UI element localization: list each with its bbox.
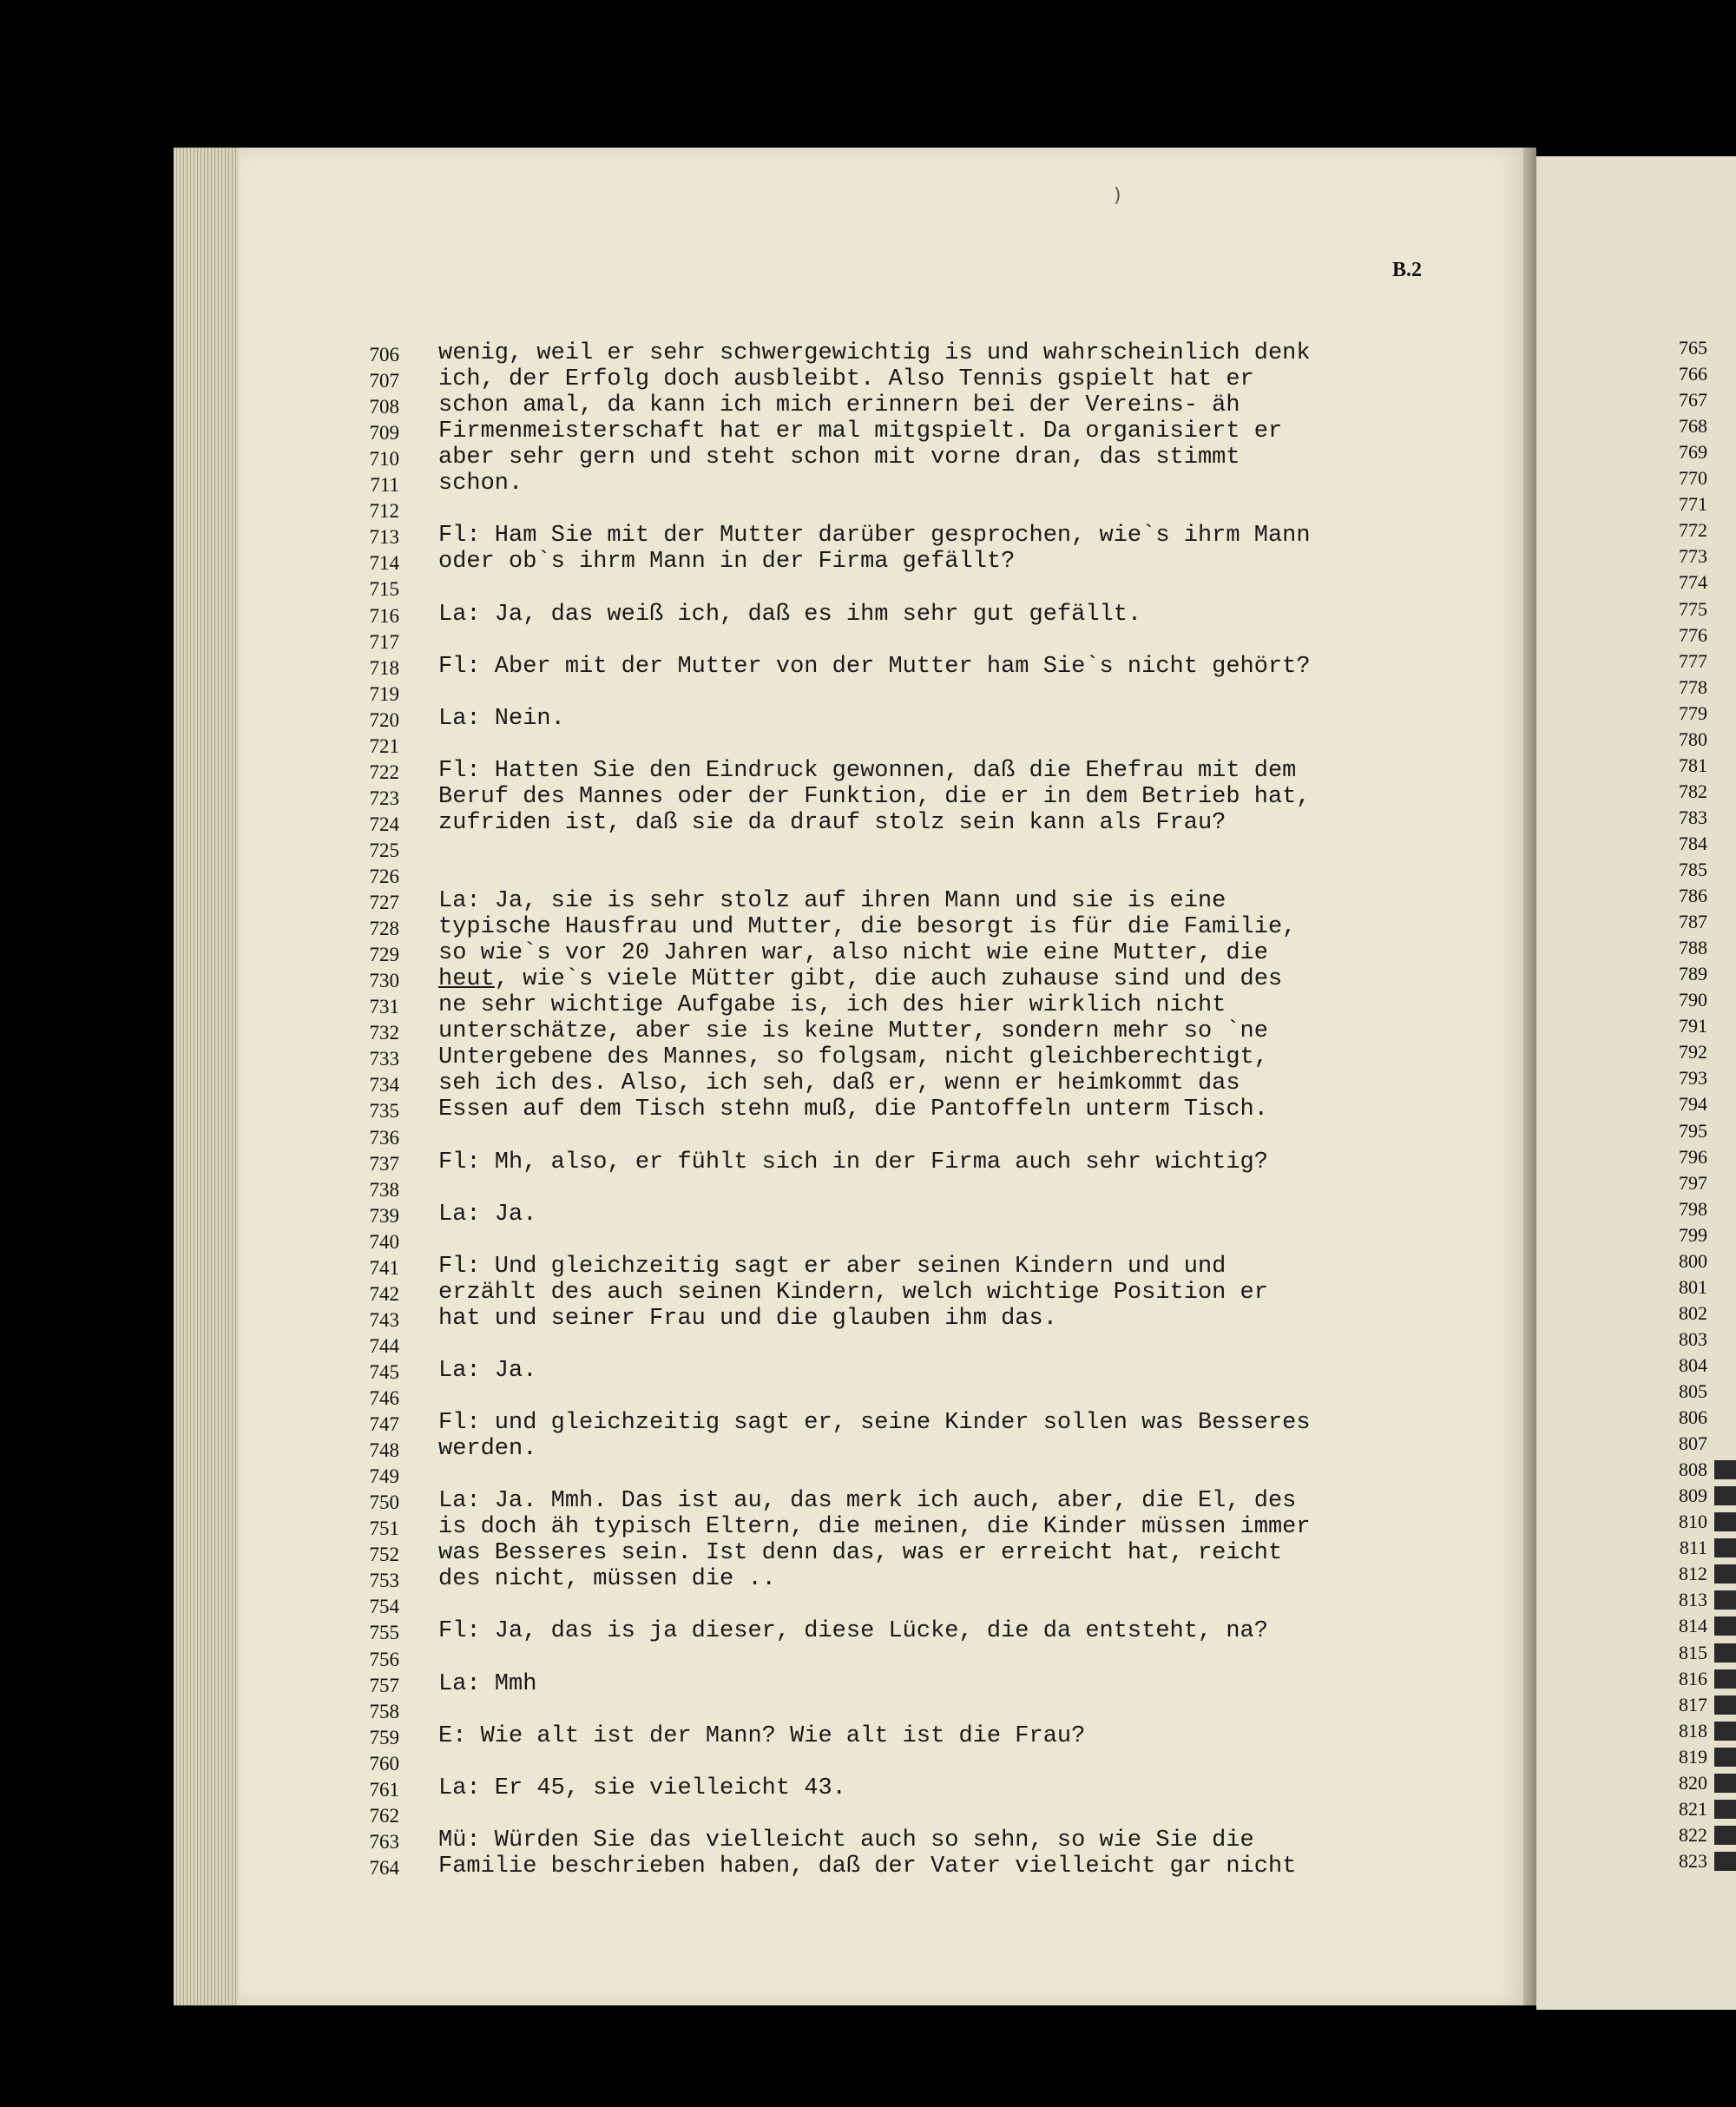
- next-page-line-number: 785: [1679, 859, 1707, 880]
- line-number: 722: [369, 761, 399, 783]
- next-page-line-number: 797: [1679, 1172, 1707, 1194]
- next-page-line-number: 784: [1679, 833, 1707, 854]
- transcript-line: wenig, weil er sehr schwergewichtig is und wahrscheinlich denk: [438, 340, 1311, 366]
- next-page-text-edge: [1714, 1564, 1736, 1584]
- next-page-line-number: 774: [1679, 571, 1707, 593]
- next-page-text-edge: [1714, 1722, 1736, 1741]
- line-number: 736: [369, 1127, 399, 1149]
- next-page-line-number: 770: [1679, 467, 1707, 489]
- transcript-line: oder ob`s ihrm Mann in der Firma gefällt?: [438, 549, 1016, 575]
- line-number: 728: [369, 918, 399, 939]
- transcript-line: unterschätze, aber sie is keine Mutter, sondern mehr so `ne: [438, 1018, 1268, 1044]
- line-number: 742: [369, 1283, 399, 1305]
- next-page-line-number: 771: [1679, 493, 1707, 515]
- next-page-line-number: 800: [1679, 1250, 1707, 1272]
- next-page-text-edge: [1714, 1643, 1736, 1663]
- transcript-line: des nicht, müssen die ..: [438, 1566, 776, 1592]
- underlined-word: heut: [438, 966, 495, 992]
- transcript-line: La: Ja.: [438, 1358, 537, 1384]
- line-number: 706: [369, 344, 399, 365]
- next-page-line-number: 820: [1679, 1772, 1707, 1794]
- next-page-line-number: 788: [1679, 937, 1707, 958]
- next-page-line-number: 815: [1679, 1642, 1707, 1663]
- transcript-line: ich, der Erfolg doch ausbleibt. Also Tennis gspielt hat er: [438, 366, 1254, 392]
- line-number: 708: [369, 396, 399, 418]
- transcript-line: Fl: Ham Sie mit der Mutter darüber gesprochen, wie`s ihrm Mann: [438, 523, 1311, 549]
- transcript-line: La: Mmh: [438, 1671, 537, 1697]
- next-page-line-number: 790: [1679, 989, 1707, 1011]
- line-number: 717: [369, 631, 399, 653]
- transcript-line: erzählt des auch seinen Kindern, welch wichtige Position er: [438, 1280, 1268, 1306]
- line-number: 729: [369, 944, 399, 965]
- next-page-line-number: 811: [1679, 1537, 1707, 1558]
- next-page-line-number: 794: [1679, 1093, 1707, 1115]
- line-number: 710: [369, 448, 399, 470]
- line-number: 745: [369, 1361, 399, 1383]
- transcript-line: La: Ja. Mmh. Das ist au, das merk ich auch, aber, die El, des: [438, 1488, 1297, 1514]
- line-number: 709: [369, 422, 399, 444]
- next-page-line-number: 793: [1679, 1067, 1707, 1089]
- transcript-line: Essen auf dem Tisch stehn muß, die Pantoffeln unterm Tisch.: [438, 1096, 1268, 1123]
- line-number: 724: [369, 813, 399, 835]
- next-page-line-number: 778: [1679, 676, 1707, 698]
- transcript-line: ne sehr wichtige Aufgabe is, ich des hier wirklich nicht: [438, 992, 1226, 1018]
- next-page-line-number: 772: [1679, 519, 1707, 541]
- line-number: 719: [369, 683, 399, 705]
- line-number: 746: [369, 1387, 399, 1409]
- next-page-line-number: 809: [1679, 1485, 1707, 1506]
- transcript-line: was Besseres sein. Ist denn das, was er erreicht hat, reicht: [438, 1540, 1283, 1566]
- transcript-line: Fl: Mh, also, er fühlt sich in der Firma auch sehr wichtig?: [438, 1149, 1268, 1175]
- line-number: 750: [369, 1491, 399, 1513]
- line-number: 754: [369, 1596, 399, 1617]
- section-label: B.2: [1392, 259, 1423, 281]
- line-number: 711: [370, 474, 399, 496]
- page-edges: [174, 148, 243, 2005]
- line-number: 733: [369, 1048, 399, 1070]
- line-number: 759: [369, 1727, 399, 1748]
- transcript-line: Beruf des Mannes oder der Funktion, die er in dem Betrieb hat,: [438, 784, 1311, 810]
- line-number: 721: [369, 735, 399, 757]
- line-number: 760: [369, 1753, 399, 1774]
- next-page-text-edge: [1714, 1590, 1736, 1610]
- next-page-line-number: 791: [1679, 1015, 1707, 1037]
- line-number: 707: [369, 370, 399, 392]
- next-page-line-number: 819: [1679, 1746, 1707, 1768]
- transcript-line: Fl: Und gleichzeitig sagt er aber seinen Kindern und und: [438, 1254, 1226, 1280]
- transcript-line: is doch äh typisch Eltern, die meinen, die Kinder müssen immer: [438, 1514, 1311, 1540]
- transcript-line: Fl: Ja, das is ja dieser, diese Lücke, die da entsteht, na?: [438, 1618, 1268, 1644]
- line-number: 715: [369, 578, 399, 600]
- next-page-text-edge: [1714, 1852, 1736, 1871]
- next-page-text-edge: [1714, 1748, 1736, 1767]
- transcript-line: Fl: Hatten Sie den Eindruck gewonnen, daß die Ehefrau mit dem: [438, 758, 1297, 784]
- transcript-line: heut, wie`s viele Mütter gibt, die auch zuhause sind und des: [438, 966, 1283, 992]
- next-page-line-number: 795: [1679, 1120, 1707, 1142]
- transcript-line: hat und seiner Frau und die glauben ihm das.: [438, 1306, 1057, 1332]
- line-number: 737: [369, 1153, 399, 1175]
- transcript-line: schon amal, da kann ich mich erinnern bei der Vereins- äh: [438, 392, 1240, 418]
- book-gutter: [1523, 148, 1536, 2005]
- next-page-line-number: 801: [1679, 1276, 1707, 1298]
- next-page-line-number: 782: [1679, 780, 1707, 802]
- next-page: [1536, 156, 1736, 2010]
- next-page-text-edge: [1714, 1826, 1736, 1845]
- line-number: 758: [369, 1701, 399, 1722]
- transcript-line: Mü: Würden Sie das vielleicht auch so sehn, so wie Sie die: [438, 1827, 1254, 1854]
- transcript-line: La: Ja.: [438, 1202, 537, 1228]
- transcript-line: Fl: Aber mit der Mutter von der Mutter ham Sie`s nicht gehört?: [438, 654, 1311, 680]
- transcript-line: Untergebene des Mannes, so folgsam, nicht gleichberechtigt,: [438, 1044, 1268, 1070]
- next-page-line-number: 812: [1679, 1563, 1707, 1584]
- line-number: 764: [369, 1857, 399, 1879]
- next-page-line-number: 765: [1679, 337, 1707, 359]
- next-page-text-edge: [1714, 1538, 1736, 1557]
- next-page-line-number: 806: [1679, 1406, 1707, 1428]
- line-number: 740: [369, 1231, 399, 1253]
- line-number: 752: [369, 1544, 399, 1565]
- next-page-line-number: 767: [1679, 389, 1707, 411]
- next-page-text-edge: [1714, 1774, 1736, 1793]
- transcript-line: zufriden ist, daß sie da drauf stolz sein kann als Frau?: [438, 810, 1226, 836]
- next-page-line-number: 766: [1679, 363, 1707, 385]
- next-page-line-number: 789: [1679, 963, 1707, 984]
- next-page-line-number: 821: [1679, 1798, 1707, 1820]
- next-page-line-number: 816: [1679, 1668, 1707, 1689]
- next-page-line-number: 777: [1679, 650, 1707, 672]
- line-number: 738: [369, 1179, 399, 1201]
- transcript-line: so wie`s vor 20 Jahren war, also nicht wie eine Mutter, die: [438, 940, 1268, 966]
- line-number: 761: [369, 1779, 399, 1801]
- transcript-line: La: Er 45, sie vielleicht 43.: [438, 1775, 846, 1801]
- line-number: 755: [369, 1622, 399, 1643]
- transcript-line: seh ich des. Also, ich seh, daß er, wenn er heimkommt das: [438, 1070, 1240, 1096]
- line-number: 713: [369, 526, 399, 548]
- transcript-line: Fl: und gleichzeitig sagt er, seine Kinder sollen was Besseres: [438, 1410, 1311, 1436]
- transcript-line: schon.: [438, 471, 523, 497]
- next-page-line-number: 775: [1679, 598, 1707, 620]
- next-page-line-number: 804: [1679, 1354, 1707, 1376]
- next-page-line-number: 796: [1679, 1146, 1707, 1168]
- line-number: 735: [369, 1100, 399, 1122]
- line-number: 747: [369, 1413, 399, 1435]
- next-page-line-number: 823: [1679, 1850, 1707, 1872]
- line-number: 753: [369, 1570, 399, 1591]
- line-number: 720: [369, 709, 399, 731]
- next-page-text-edge: [1714, 1669, 1736, 1689]
- next-page-line-number: 814: [1679, 1615, 1707, 1636]
- next-page-text-edge: [1714, 1616, 1736, 1636]
- next-page-line-number: 769: [1679, 441, 1707, 463]
- next-page-line-number: 807: [1679, 1432, 1707, 1454]
- next-page-line-number: 783: [1679, 807, 1707, 828]
- line-number: 748: [369, 1439, 399, 1461]
- line-number: 730: [369, 970, 399, 991]
- next-page-line-number: 822: [1679, 1824, 1707, 1846]
- transcript-line: Familie beschrieben haben, daß der Vater vielleicht gar nicht: [438, 1854, 1297, 1880]
- next-page-line-number: 773: [1679, 545, 1707, 567]
- next-page-line-number: 805: [1679, 1380, 1707, 1402]
- line-number: 763: [369, 1831, 399, 1853]
- line-number: 762: [369, 1805, 399, 1827]
- next-page-line-number: 817: [1679, 1694, 1707, 1715]
- line-number: 718: [369, 657, 399, 679]
- line-number: 739: [369, 1205, 399, 1227]
- line-number: 731: [369, 996, 399, 1017]
- next-page-line-number: 780: [1679, 728, 1707, 750]
- next-page-text-edge: [1714, 1486, 1736, 1505]
- line-number: 723: [369, 787, 399, 809]
- next-page-line-number: 792: [1679, 1041, 1707, 1063]
- transcript-line: La: Nein.: [438, 706, 565, 732]
- line-number: 726: [369, 866, 399, 887]
- transcript-line: typische Hausfrau und Mutter, die besorgt is für die Familie,: [438, 914, 1297, 940]
- line-number: 743: [369, 1309, 399, 1331]
- next-page-line-number: 810: [1679, 1511, 1707, 1532]
- next-page-line-number: 776: [1679, 624, 1707, 646]
- next-page-text-edge: [1714, 1800, 1736, 1819]
- next-page-line-number: 802: [1679, 1302, 1707, 1324]
- line-number: 757: [369, 1675, 399, 1696]
- next-page-line-number: 808: [1679, 1458, 1707, 1480]
- line-number: 712: [369, 500, 399, 522]
- next-page-line-number: 787: [1679, 911, 1707, 932]
- next-page-line-number: 786: [1679, 885, 1707, 906]
- transcript-line: werden.: [438, 1436, 537, 1462]
- next-page-line-number: 799: [1679, 1224, 1707, 1246]
- transcript-line: E: Wie alt ist der Mann? Wie alt ist die Frau?: [438, 1723, 1086, 1749]
- line-number: 756: [369, 1649, 399, 1670]
- next-page-line-number: 798: [1679, 1198, 1707, 1220]
- line-number: 725: [369, 840, 399, 861]
- line-number: 744: [369, 1335, 399, 1357]
- line-number: 716: [369, 605, 399, 627]
- line-number: 741: [369, 1257, 399, 1279]
- next-page-text-edge: [1714, 1512, 1736, 1531]
- scan-mark: ): [1114, 185, 1121, 207]
- line-number: 732: [369, 1022, 399, 1044]
- next-page-line-number: 803: [1679, 1328, 1707, 1350]
- next-page-line-number: 768: [1679, 415, 1707, 437]
- next-page-line-number: 818: [1679, 1720, 1707, 1742]
- transcript-line: La: Ja, das weiß ich, daß es ihm sehr gut gefällt.: [438, 602, 1142, 628]
- next-page-line-number: 813: [1679, 1589, 1707, 1610]
- next-page-text-edge: [1714, 1695, 1736, 1715]
- line-number: 734: [369, 1074, 399, 1096]
- next-page-text-edge: [1714, 1460, 1736, 1479]
- line-number: 714: [369, 552, 399, 574]
- line-number: 727: [369, 892, 399, 913]
- transcript-line: aber sehr gern und steht schon mit vorne dran, das stimmt: [438, 444, 1240, 471]
- line-number: 751: [369, 1518, 399, 1539]
- line-number: 749: [369, 1465, 399, 1487]
- transcript-line: La: Ja, sie is sehr stolz auf ihren Mann und sie is eine: [438, 888, 1226, 914]
- next-page-line-number: 779: [1679, 702, 1707, 724]
- transcript-line: Firmenmeisterschaft hat er mal mitgspielt. Da organisiert er: [438, 418, 1283, 444]
- next-page-line-number: 781: [1679, 754, 1707, 776]
